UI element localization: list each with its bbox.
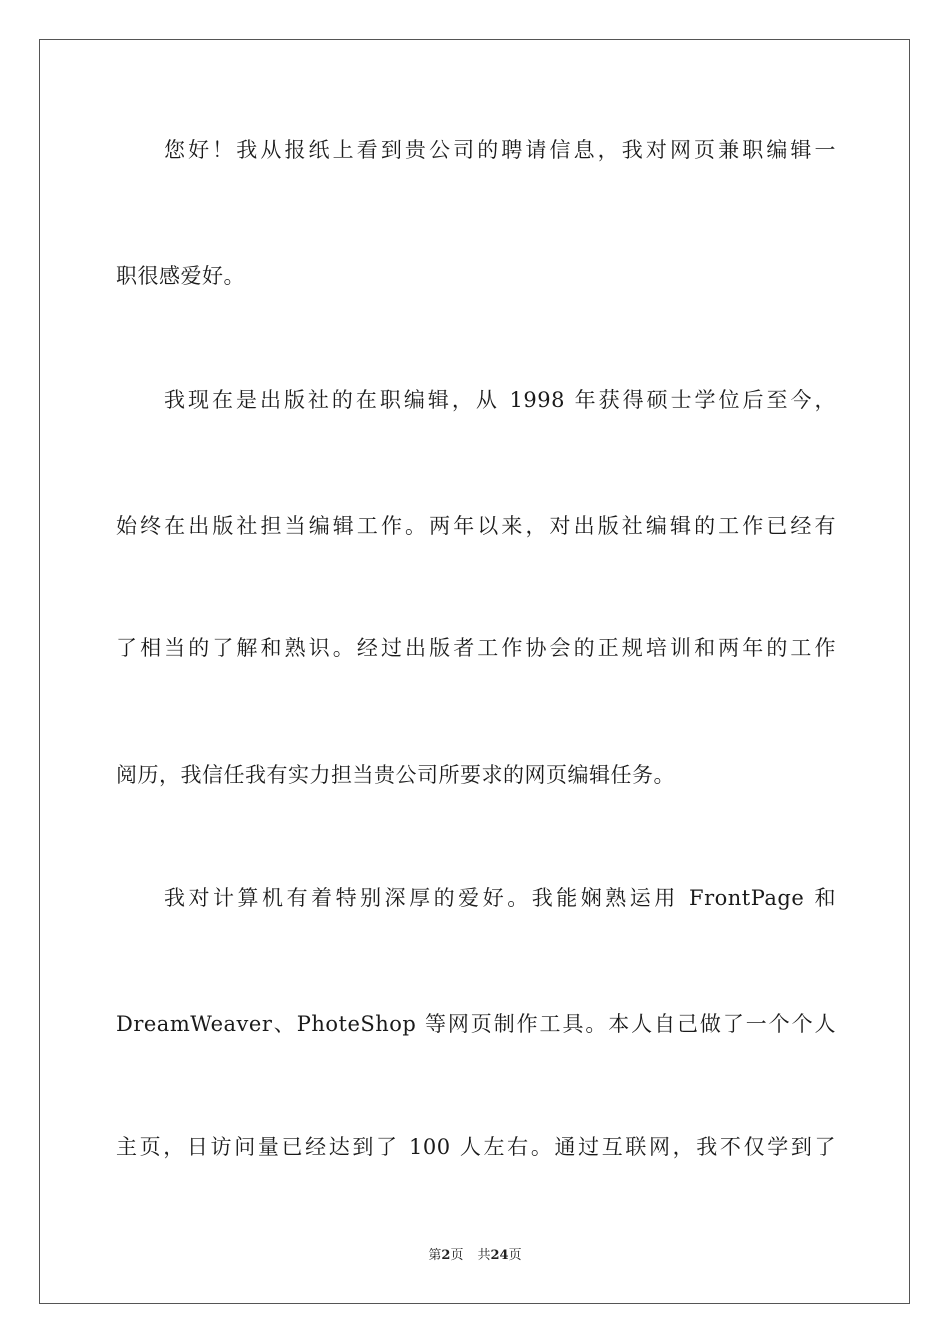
footer-page-suffix: 页 xyxy=(450,1248,464,1263)
paragraph-line: 了相当的了解和熟识。经过出版者工作协会的正规培训和两年的工作 xyxy=(116,636,836,660)
footer-total-pages: 24 xyxy=(490,1248,509,1263)
paragraph-line: 您好！我从报纸上看到贵公司的聘请信息，我对网页兼职编辑一 xyxy=(164,138,836,162)
footer-page-number: 2 xyxy=(441,1248,451,1263)
page-border xyxy=(39,39,910,1304)
paragraph-line: 始终在出版社担当编辑工作。两年以来，对出版社编辑的工作已经有 xyxy=(116,514,836,538)
paragraph-line: 主页，日访问量已经达到了 100 人左右。通过互联网，我不仅学到了 xyxy=(116,1135,836,1159)
paragraph-line: 我现在是出版社的在职编辑，从 1998 年获得硕士学位后至今， xyxy=(164,388,836,412)
paragraph-line: 我对计算机有着特别深厚的爱好。我能娴熟运用 FrontPage 和 xyxy=(164,886,836,910)
paragraph-line: 职很感爱好。 xyxy=(116,264,245,288)
footer-total-prefix: 共 xyxy=(477,1248,491,1263)
footer-page-prefix: 第 xyxy=(428,1248,442,1263)
footer-total-suffix: 页 xyxy=(508,1248,522,1263)
page-footer xyxy=(0,1247,950,1265)
paragraph-line: DreamWeaver、PhoteShop 等网页制作工具。本人自己做了一个个人 xyxy=(116,1012,836,1036)
paragraph-line: 阅历，我信任我有实力担当贵公司所要求的网页编辑任务。 xyxy=(116,763,675,787)
